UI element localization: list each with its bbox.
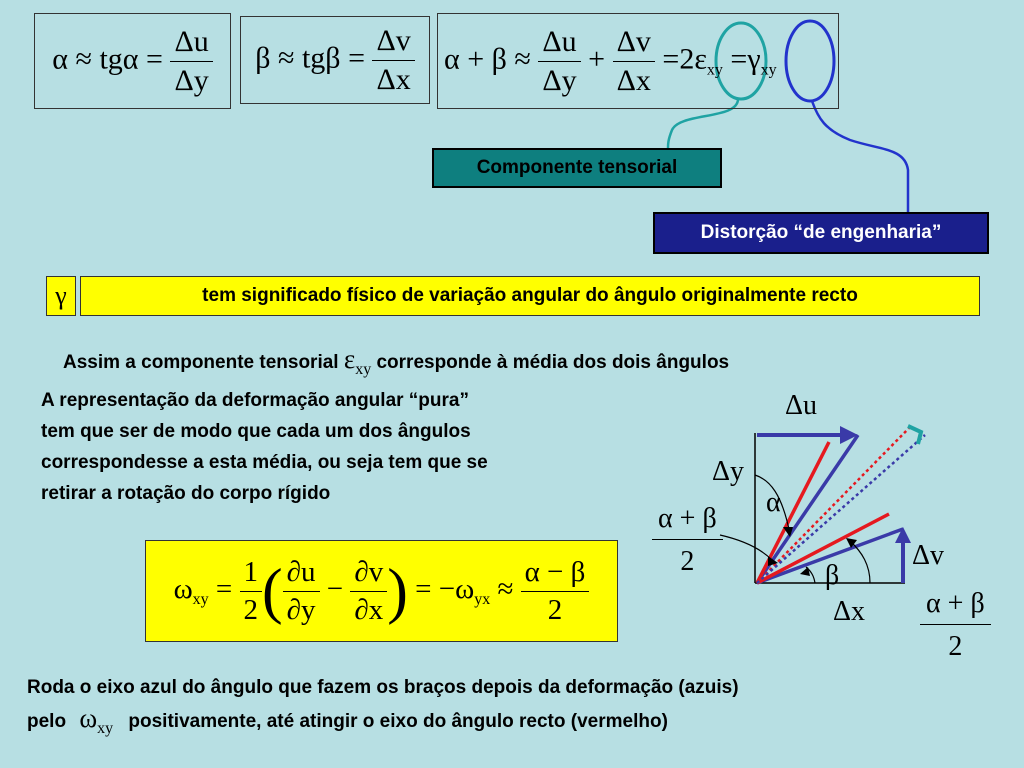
sub-xy: xy	[760, 60, 777, 78]
gamma-symbol-box: γ	[46, 276, 76, 316]
diagram-label-dv: Δv	[912, 540, 945, 571]
fraction-dv-dx: $\frac{\Delta v}{\Delta x}$	[372, 26, 414, 95]
diagram-label-beta: β	[825, 560, 840, 591]
diagram-label-alpha: α	[766, 487, 781, 518]
plus-symbol: +	[588, 41, 606, 75]
alpha-symbol: α	[122, 41, 139, 75]
distorcao-connector	[812, 101, 908, 212]
tg-text: tg	[301, 40, 326, 74]
approx-symbol: ≈	[514, 41, 531, 75]
omega-symbol: ω	[79, 703, 98, 733]
approx-symbol: ≈	[277, 40, 295, 74]
equation-beta-box	[240, 16, 430, 104]
deformation-diagram	[720, 425, 925, 583]
alpha-plus-beta-arc-left	[720, 535, 772, 560]
paragraph-line-4: retirar a rotação do corpo rígido	[41, 483, 331, 504]
fraction-du-dy: $\frac{\Delta u}{\Delta y}$	[170, 27, 212, 96]
equation-beta	[255, 23, 415, 96]
componente-tensorial-label: Componente tensorial	[432, 148, 722, 188]
two: 2	[679, 41, 695, 75]
paragraph-line-3: correspondesse a esta média, ou seja tem que se	[41, 452, 488, 473]
alpha-plus-beta: α + β	[444, 41, 507, 75]
equation-omega: $\omega_{xy}$ = $\frac{1}{2}$ ( $\frac{\partial u}{\partial y}$ − $\frac{\partial v}{\partial x}$ ) = $-\omega_{yx}$ ≈ $\frac{\alpha - \beta}{2}$	[174, 558, 590, 625]
distorcao-label: Distorção “de engenharia”	[653, 212, 989, 254]
omega-symbol: ω	[173, 572, 193, 605]
bottom-line-1: Roda o eixo azul do ângulo que fazem os braços depois da deformação (azuis)	[27, 677, 739, 698]
fraction-alpha-minus-beta: $\frac{\alpha - \beta}{2}$	[521, 558, 590, 625]
equals-symbol: =	[348, 40, 365, 74]
fraction-du-dy: $\frac{\Delta u}{\Delta y}$	[538, 27, 580, 96]
alpha-symbol: α	[52, 41, 68, 75]
gamma-note: tem significado físico de variação angular do ângulo originalmente recto	[80, 276, 980, 316]
paragraph-line-2: tem que ser de modo que cada um dos ângulos	[41, 421, 471, 442]
paragraph-line-1: A representação da deformação angular “pura”	[41, 390, 469, 411]
diagram-fraction-right: $\frac{\alpha + \beta}{2}$	[920, 590, 991, 661]
equals-symbol: =	[730, 41, 748, 75]
beta-symbol: β	[255, 40, 271, 74]
teal-arrowhead	[908, 426, 921, 444]
equation-sum	[444, 24, 777, 97]
assim-line: Assim a componente tensorial $\varepsilon_{xy}$ corresponde à média dos dois ângulos	[63, 344, 730, 378]
beta-symbol: β	[325, 40, 341, 74]
equation-omega-box	[145, 540, 618, 642]
diagram-label-dy: Δy	[712, 456, 745, 487]
sub-xy: xy	[706, 60, 723, 78]
diagram-label-du: Δu	[785, 390, 818, 421]
epsilon-symbol: ε	[343, 344, 356, 374]
equation-alpha-box	[34, 13, 231, 109]
equals-symbol: =	[146, 41, 163, 75]
gamma-symbol: γ	[747, 41, 761, 75]
equals-symbol: =	[662, 41, 680, 75]
approx-symbol: ≈	[75, 41, 92, 75]
fraction-one-half: $\frac{1}{2}$	[240, 558, 263, 625]
tg-text: tg	[99, 41, 123, 75]
bottom-line-2: pelo $\omega_{xy}$ positivamente, até atingir o eixo do ângulo recto (vermelho)	[27, 703, 668, 737]
equation-sum-box	[437, 13, 839, 109]
fraction-dv-dx: $\frac{\Delta v}{\Delta x}$	[613, 27, 655, 96]
fraction-dv-dx-partial: $\frac{\partial v}{\partial x}$	[350, 558, 387, 625]
diagram-label-dx: Δx	[833, 596, 866, 627]
fraction-du-dy-partial: $\frac{\partial u}{\partial y}$	[283, 558, 320, 625]
equation-alpha	[52, 24, 212, 97]
epsilon-symbol: ε	[694, 41, 707, 75]
diagram-fraction-left: $\frac{\alpha + \beta}{2}$	[652, 505, 723, 576]
